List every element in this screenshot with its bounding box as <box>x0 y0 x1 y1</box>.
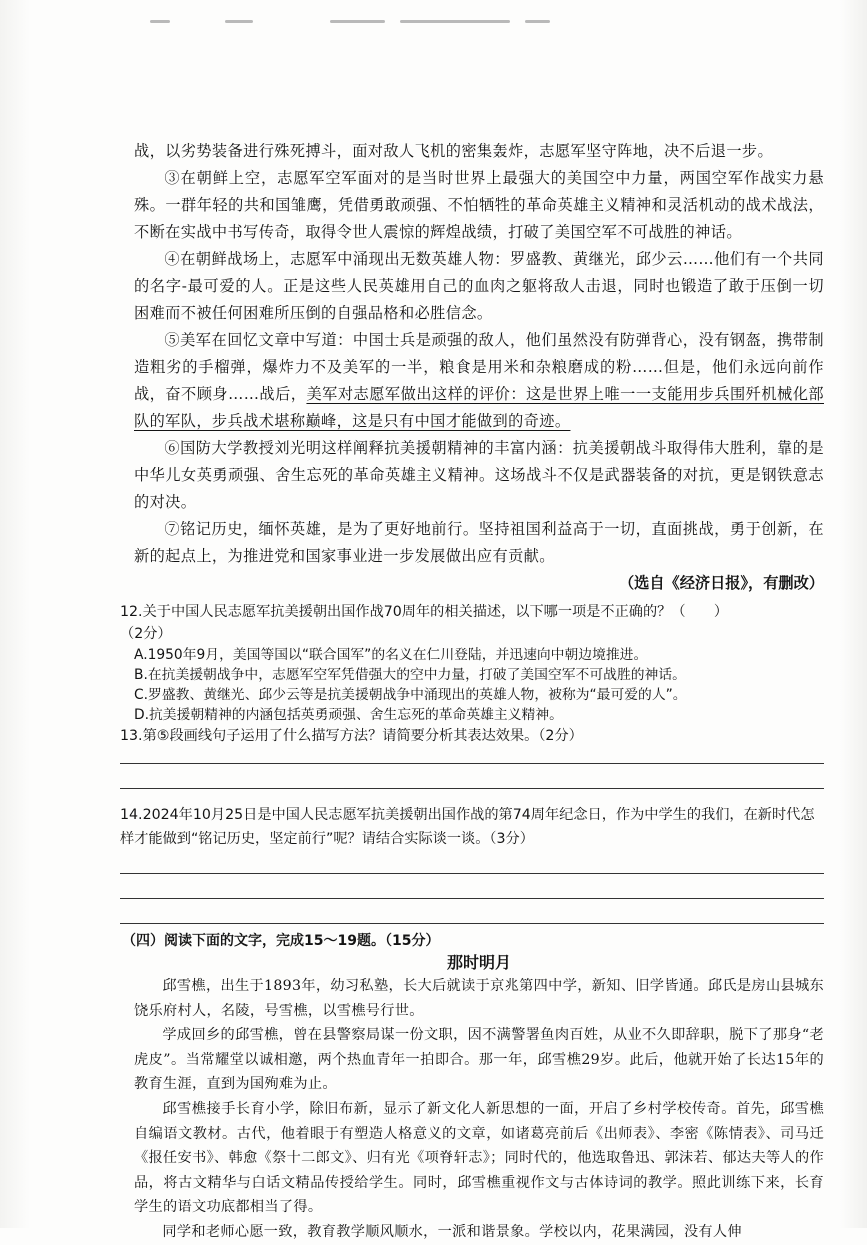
scan-artifact <box>225 20 253 23</box>
option-b: B.在抗美援朝战争中，志愿军空军凭借强大的空中力量，打破了美国空军不可战胜的神话。 <box>134 667 686 683</box>
paragraph-4: ④在朝鲜战场上，志愿军中涌现出无数英雄人物：罗盛教、黄继光，邱少云……他们有一个共同的名字-最可爱的人。正是这些人民英雄用自己的血肉之躯将敌人击退，同时也锻造了敢于压倒一切困难而不被任何困难所压倒的自强品格和必胜信念。 <box>134 250 824 322</box>
paragraph-5-text: ⑤美军在回忆文章中写道：中国士兵是顽强的敌人，他们虽然没有防弹背心，没有钢盔，携带制造粗劣的手榴弹，爆炸力不及美军的一半，粮食是用米和杂粮磨成的粉……但是，他们永远向前作战，奋不顾身……战后， <box>134 331 824 403</box>
paragraph-6: ⑥国防大学教授刘光明这样阐释抗美援朝精神的丰富内涵：抗美援朝战斗取得伟大胜利，靠的是中华儿女英勇顽强、舍生忘死的革命英雄主义精神。这场战斗不仅是武器装备的对抗，更是钢铁意志的对决。 <box>134 439 824 511</box>
question-12-points: （2分） <box>120 626 172 642</box>
option-a: A.1950年9月，美国等国以“联合国军”的名义在仁川登陆，并迅速向中朝边境推进。 <box>134 647 648 663</box>
question-13: 13.第⑤段画线句子运用了什么描写方法？请简要分析其表达效果。（2分） <box>120 728 583 744</box>
answer-line[interactable] <box>120 898 824 899</box>
page-content <box>120 138 824 1245</box>
article-paragraph: 邱雪樵，出生于1893年，幼习私塾，长大后就读于京兆第四中学，新知、旧学皆通。邱氏是房山县城东饶乐府村人，名陵，号雪樵，以雪樵号行世。 <box>134 978 824 1019</box>
option-d: D.抗美援朝精神的内涵包括英勇顽强、舍生忘死的革命英雄主义精神。 <box>134 707 563 723</box>
article-paragraph: 同学和老师心愿一致，教育教学顺风顺水，一派和谐景象。学校以内，花果满园，没有人伸 <box>162 1223 742 1240</box>
underlined-sentence: 美军对志愿军做出这样的评价：这是世界上唯一一支能用步兵围歼机械化部队的军队，步兵战术堪称巅峰，这是只有中国才能做到的奇迹。 <box>134 385 824 430</box>
article-paragraph: 学成回乡的邱雪樵，曾在县警察局谋一份文职，因不满警署鱼肉百姓，从业不久即辞职，脱下了那身“老虎皮”。当常耀堂以诚相邀，两个热血青年一拍即合。那一年，邱雪樵29岁。此后，他就开始了长达15年的教育生涯，直到为国殉难为止。 <box>134 1027 824 1093</box>
section-4-heading: （四）阅读下面的文字，完成15～19题。（15分） <box>122 933 440 949</box>
paragraph-3: ③在朝鲜上空，志愿军空军面对的是当时世界上最强大的美国空中力量，两国空军作战实力悬殊。一群年轻的共和国雏鹰，凭借勇敢顽强、不怕牺牲的革命英雄主义精神和灵活机动的战术战法，不断在实战中书写传奇，取得令世人震惊的辉煌战绩，打破了美国空军不可战胜的神话。 <box>134 169 824 241</box>
article-title: 那时明月 <box>446 953 511 972</box>
paragraph-7: ⑦铭记历史，缅怀英雄，是为了更好地前行。坚持祖国利益高于一切，直面挑战，勇于创新，在新的起点上，为推进党和国家事业进一步发展做出应有贡献。 <box>134 520 824 565</box>
section-4 <box>122 930 824 1245</box>
question-14: 14.2024年10月25日是中国人民志愿军抗美援朝出国作战的第74周年纪念日，作为中学生的我们，在新时代怎样才能做到“铭记历史，坚定前行”呢？请结合实际谈一谈。（3分） <box>120 807 815 847</box>
scan-artifact <box>525 20 550 23</box>
question-12-stem: 12.关于中国人民志愿军抗美援朝出国作战70周年的相关描述，以下哪一项是不正确的？（ ） <box>120 604 729 620</box>
question-12 <box>120 601 824 924</box>
option-c: C.罗盛教、黄继光、邱少云等是抗美援朝战争中涌现出的英雄人物，被称为“最可爱的人”。 <box>134 687 687 703</box>
scan-artifact <box>150 20 170 23</box>
answer-line[interactable] <box>120 763 824 764</box>
article-paragraph: 邱雪樵接手长育小学，除旧布新，显示了新文化人新思想的一面，开启了乡村学校传奇。首先，邱雪樵自编语文教材。古代，他着眼于有塑造人格意义的文章，如诸葛亮前后《出师表》、李密《陈情表》、司马迁《报任安书》、韩愈《祭十二郎文》、归有光《项脊轩志》；同时代的，他选取鲁迅、郭沫若、郁达夫等人的作品，将古文精华与白话文精品传授给学生。同时，邱雪樵重视作文与古体诗词的教学。照此训练下来，长育学生的语文功底都相当了得。 <box>134 1100 824 1216</box>
scan-artifact <box>400 20 510 23</box>
scan-artifact <box>330 20 385 23</box>
paragraph-2-end: 战，以劣势装备进行殊死搏斗，面对敌人飞机的密集轰炸，志愿军坚守阵地，决不后退一步。 <box>134 142 774 160</box>
answer-line[interactable] <box>120 923 824 924</box>
paragraph-5 <box>134 327 824 435</box>
source-citation: （选自《经济日报》，有删改） <box>618 574 824 592</box>
answer-line[interactable] <box>120 788 824 789</box>
answer-line[interactable] <box>120 873 824 874</box>
